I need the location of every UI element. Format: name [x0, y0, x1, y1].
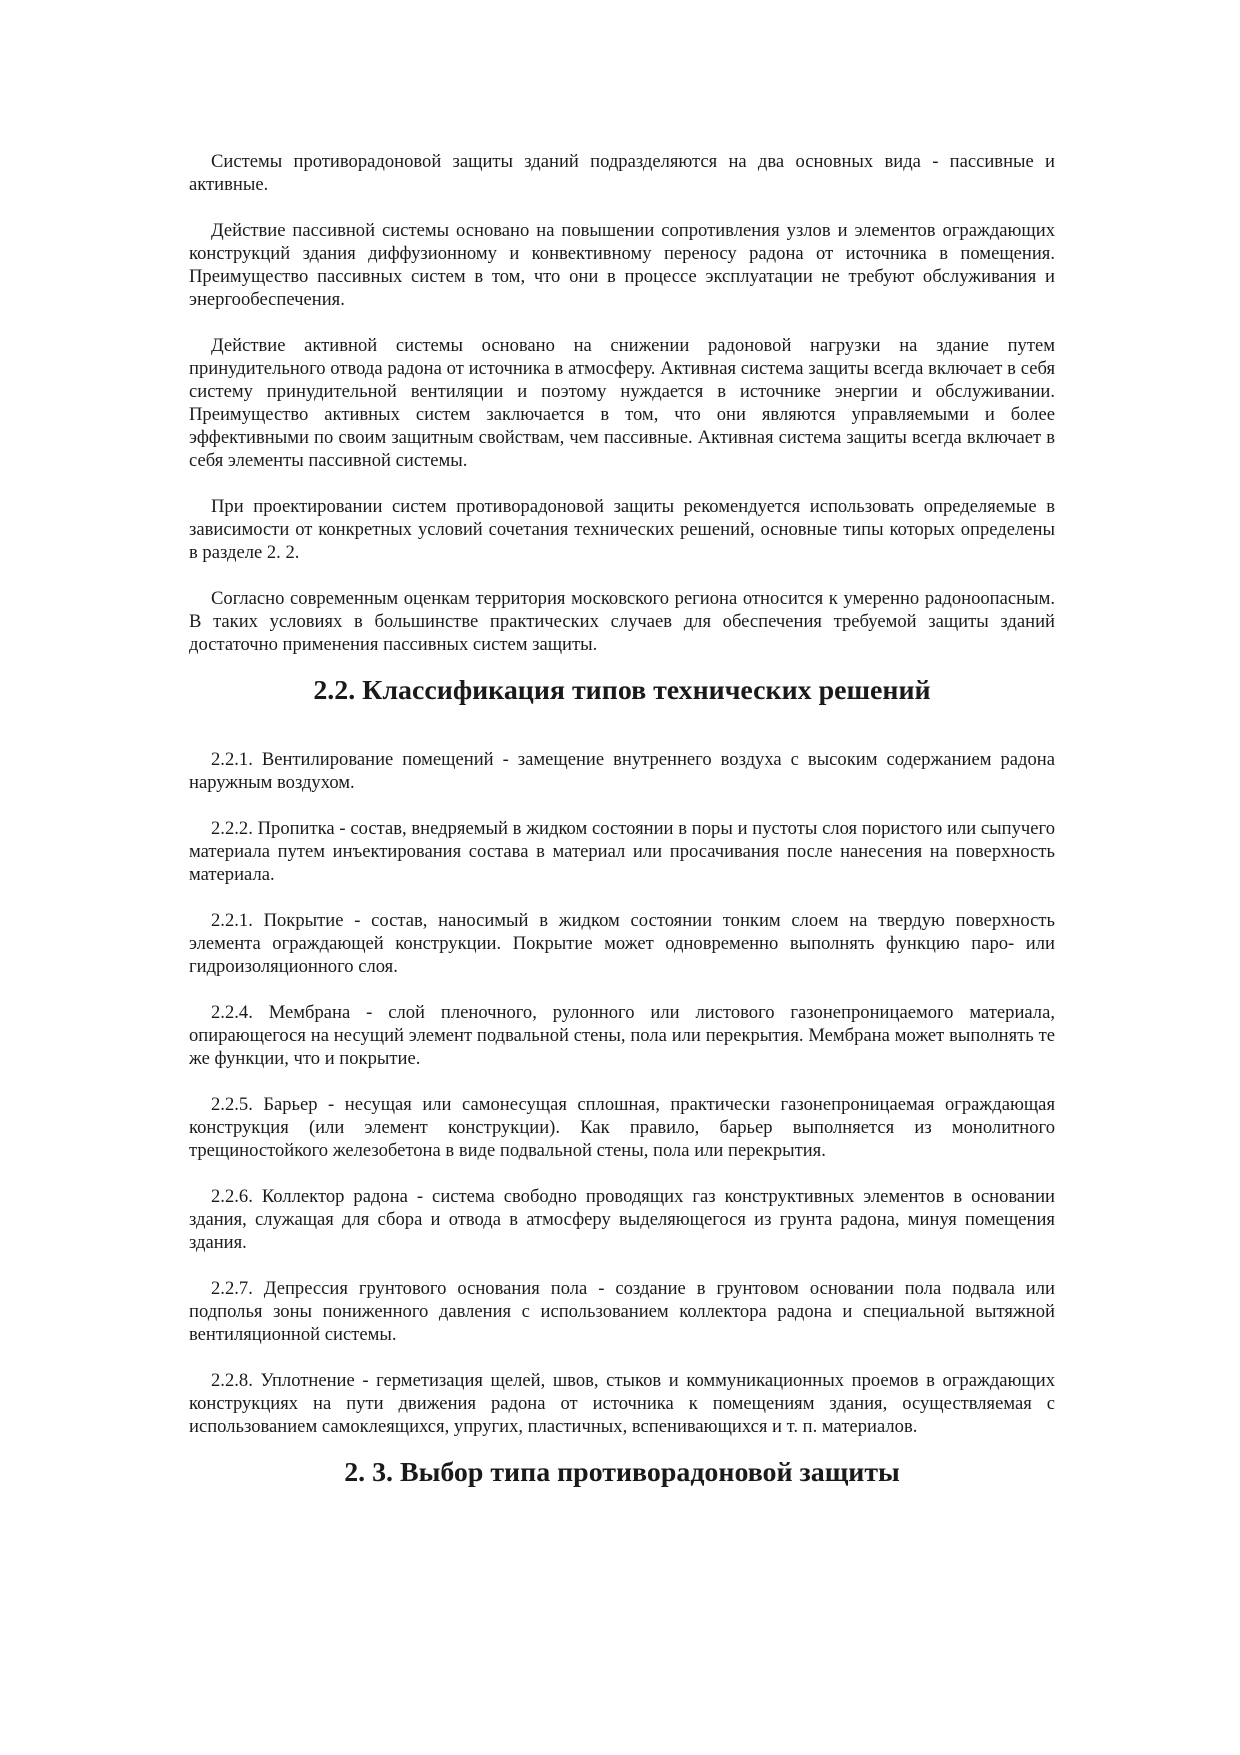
intro-paragraph-2: Действие пассивной системы основано на повышении сопротивления узлов и элементов ограждающих конструкций здания диффузионному и конвективному переносу радона от источника в помещения. Преимущество пассивных систем в том, что они в процессе эксплуатации не требуют обслуживания и энергообеспечения.	[189, 220, 1055, 310]
item-2-2-6-radon-collector: 2.2.6. Коллектор радона - система свободно проводящих газ конструктивных элементов в основании здания, служащая для сбора и отвода в атмосферу выделяющегося из грунта радона, минуя помещения здания.	[189, 1186, 1055, 1253]
intro-paragraph-1: Системы противорадоновой защиты зданий подразделяются на два основных вида - пассивные и активные.	[189, 151, 1055, 195]
item-2-2-4-membrane: 2.2.4. Мембрана - слой пленочного, рулонного или листового газонепроницаемого материала, опирающегося на несущий элемент подвальной стены, пола или перекрытия. Мембрана может выполнять те же функции, что и покрытие.	[189, 1002, 1055, 1069]
item-2-2-2-impregnation: 2.2.2. Пропитка - состав, внедряемый в жидком состоянии в поры и пустоты слоя пористого или сыпучего материала путем инъектирования состава в материал или просачивания после нанесения на поверхность материала.	[189, 818, 1055, 885]
item-2-2-7-depression: 2.2.7. Депрессия грунтового основания пола - создание в грунтовом основании пола подвала или подполья зоны пониженного давления с использованием коллектора радона и специальной вытяжной вентиляционной системы.	[189, 1278, 1055, 1345]
section-heading-2-2: 2.2. Классификация типов технических решений	[313, 675, 931, 706]
intro-paragraph-5: Согласно современным оценкам территория московского региона относится к умеренно радоноопасным. В таких условиях в большинстве практических случаев для обеспечения требуемой защиты зданий достаточно применения пассивных систем защиты.	[189, 588, 1055, 655]
item-2-2-8-sealing: 2.2.8. Уплотнение - герметизация щелей, швов, стыков и коммуникационных проемов в ограждающих конструкциях на пути движения радона от источника к помещениям здания, осуществляемая с использованием самоклеящихся, упругих, пластичных, вспенивающихся и т. п. материалов.	[189, 1370, 1055, 1437]
item-2-2-5-barrier: 2.2.5. Барьер - несущая или самонесущая сплошная, практически газонепроницаемая ограждающая конструкция (или элемент конструкции). Как правило, барьер выполняется из монолитного трещиностойкого железобетона в виде подвальной стены, пола или перекрытия.	[189, 1094, 1055, 1161]
intro-paragraph-3: Действие активной системы основано на снижении радоновой нагрузки на здание путем принудительного отвода радона от источника в атмосферу. Активная система защиты всегда включает в себя систему принудительной вентиляции и поэтому нуждается в источнике энергии и обслуживании. Преимущество активных систем заключается в том, что они являются управляемыми и более эффективными по своим защитным свойствам, чем пассивные. Активная система защиты всегда включает в себя элементы пассивной системы.	[189, 335, 1055, 471]
document-page	[189, 150, 1055, 1488]
section-heading-2-3: 2. 3. Выбор типа противорадоновой защиты	[344, 1457, 900, 1488]
item-2-2-1-ventilation: 2.2.1. Вентилирование помещений - замещение внутреннего воздуха с высоким содержанием радона наружным воздухом.	[189, 749, 1055, 793]
intro-paragraph-4: При проектировании систем противорадоновой защиты рекомендуется использовать определяемые в зависимости от конкретных условий сочетания технических решений, основные типы которых определены в разделе 2. 2.	[189, 496, 1055, 563]
item-2-2-1-coating: 2.2.1. Покрытие - состав, наносимый в жидком состоянии тонким слоем на твердую поверхность элемента ограждающей конструкции. Покрытие может одновременно выполнять функцию паро- или гидроизоляционного слоя.	[189, 910, 1055, 977]
